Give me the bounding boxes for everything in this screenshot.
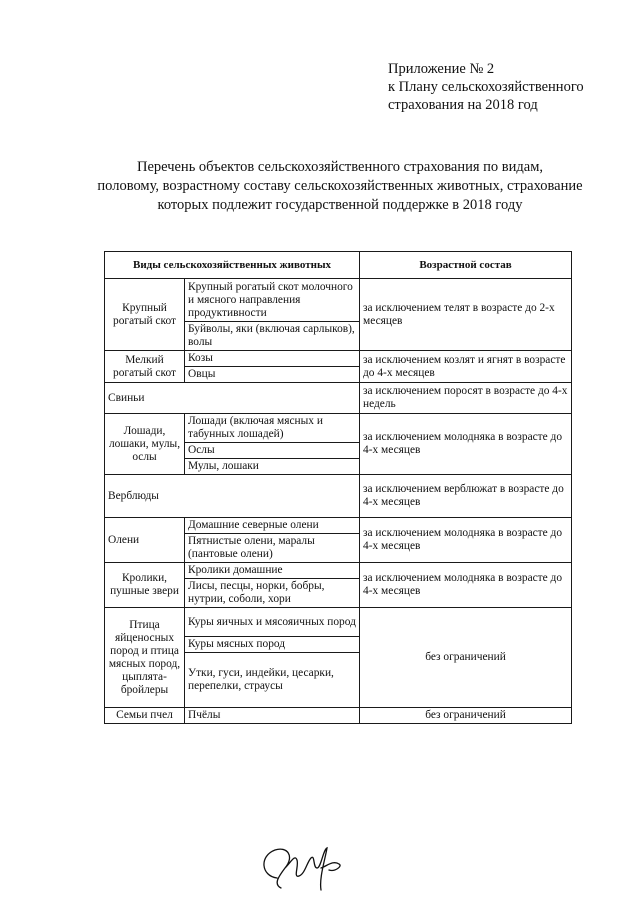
table-header-row [105, 252, 572, 279]
table-row [105, 563, 572, 579]
appendix-line-2: к Плану сельскохозяйственного [388, 79, 584, 95]
animal-reindeer: Домашние северные олени [185, 518, 360, 534]
table-row [105, 475, 572, 518]
table-row [105, 279, 572, 322]
header-species: Виды сельскохозяйственных животных [105, 252, 360, 279]
group-rabbits: Кролики, пушные звери [105, 563, 185, 608]
appendix-line-3: страхования на 2018 год [388, 97, 538, 113]
animal-laying-hens: Куры яичных и мясояичных пород [185, 608, 360, 637]
group-small-cattle: Мелкий рогатый скот [105, 351, 185, 383]
age-pigs: за исключением поросят в возрасте до 4-х недель [360, 383, 572, 414]
appendix-header [388, 60, 584, 114]
age-deer: за исключением молодняка в возрасте до 4-х месяцев [360, 518, 572, 563]
insurance-objects-table [104, 251, 572, 724]
table-row [105, 351, 572, 367]
title-line-1: Перечень объектов сельскохозяйственного страхования по видам, [136, 159, 544, 175]
group-cattle: Крупный рогатый скот [105, 279, 185, 351]
animal-meat-hens: Куры мясных пород [185, 637, 360, 653]
table-row [105, 708, 572, 724]
age-rabbits: за исключением молодняка в возрасте до 4-х месяцев [360, 563, 572, 608]
animal-donkeys: Ослы [185, 443, 360, 459]
group-horses: Лошади, лошаки, мулы, ослы [105, 414, 185, 475]
animal-mules: Мулы, лошаки [185, 459, 360, 475]
animal-horses: Лошади (включая мясных и табунных лошадей) [185, 414, 360, 443]
age-small-cattle: за исключением козлят и ягнят в возрасте до 4-х месяцев [360, 351, 572, 383]
group-camels: Верблюды [105, 475, 360, 518]
signature [255, 838, 350, 893]
title-line-3: которых подлежит государственной поддержке в 2018 году [157, 197, 523, 213]
age-bees: без ограничений [360, 708, 572, 724]
document-title [60, 158, 620, 215]
table-row [105, 518, 572, 534]
group-poultry: Птица яйценосных пород и птица мясных пород, цыплята-бройлеры [105, 608, 185, 708]
header-age: Возрастной состав [360, 252, 572, 279]
animal-buffalo: Буйволы, яки (включая сарлыков), волы [185, 322, 360, 351]
age-cattle: за исключением телят в возрасте до 2-х месяцев [360, 279, 572, 351]
table-row [105, 608, 572, 637]
age-horses: за исключением молодняка в возрасте до 4-х месяцев [360, 414, 572, 475]
animal-bees: Пчёлы [185, 708, 360, 724]
age-poultry: без ограничений [360, 608, 572, 708]
animal-sheep: Овцы [185, 367, 360, 383]
table-row [105, 414, 572, 443]
animal-rabbits: Кролики домашние [185, 563, 360, 579]
age-camels: за исключением верблюжат в возрасте до 4-х месяцев [360, 475, 572, 518]
animal-spotted-deer: Пятнистые олени, маралы (пантовые олени) [185, 534, 360, 563]
group-pigs: Свиньи [105, 383, 360, 414]
group-bees: Семьи пчел [105, 708, 185, 724]
animal-ducks: Утки, гуси, индейки, цесарки, перепелки, страусы [185, 653, 360, 708]
animal-cattle: Крупный рогатый скот молочного и мясного направления продуктивности [185, 279, 360, 322]
appendix-line-1: Приложение № 2 [388, 61, 495, 77]
table-row [105, 383, 572, 414]
title-line-2: половому, возрастному составу сельскохозяйственных животных, страхование [97, 178, 583, 194]
animal-fur: Лисы, песцы, норки, бобры, нутрии, соболи, хори [185, 579, 360, 608]
group-deer: Олени [105, 518, 185, 563]
animal-goats: Козы [185, 351, 360, 367]
